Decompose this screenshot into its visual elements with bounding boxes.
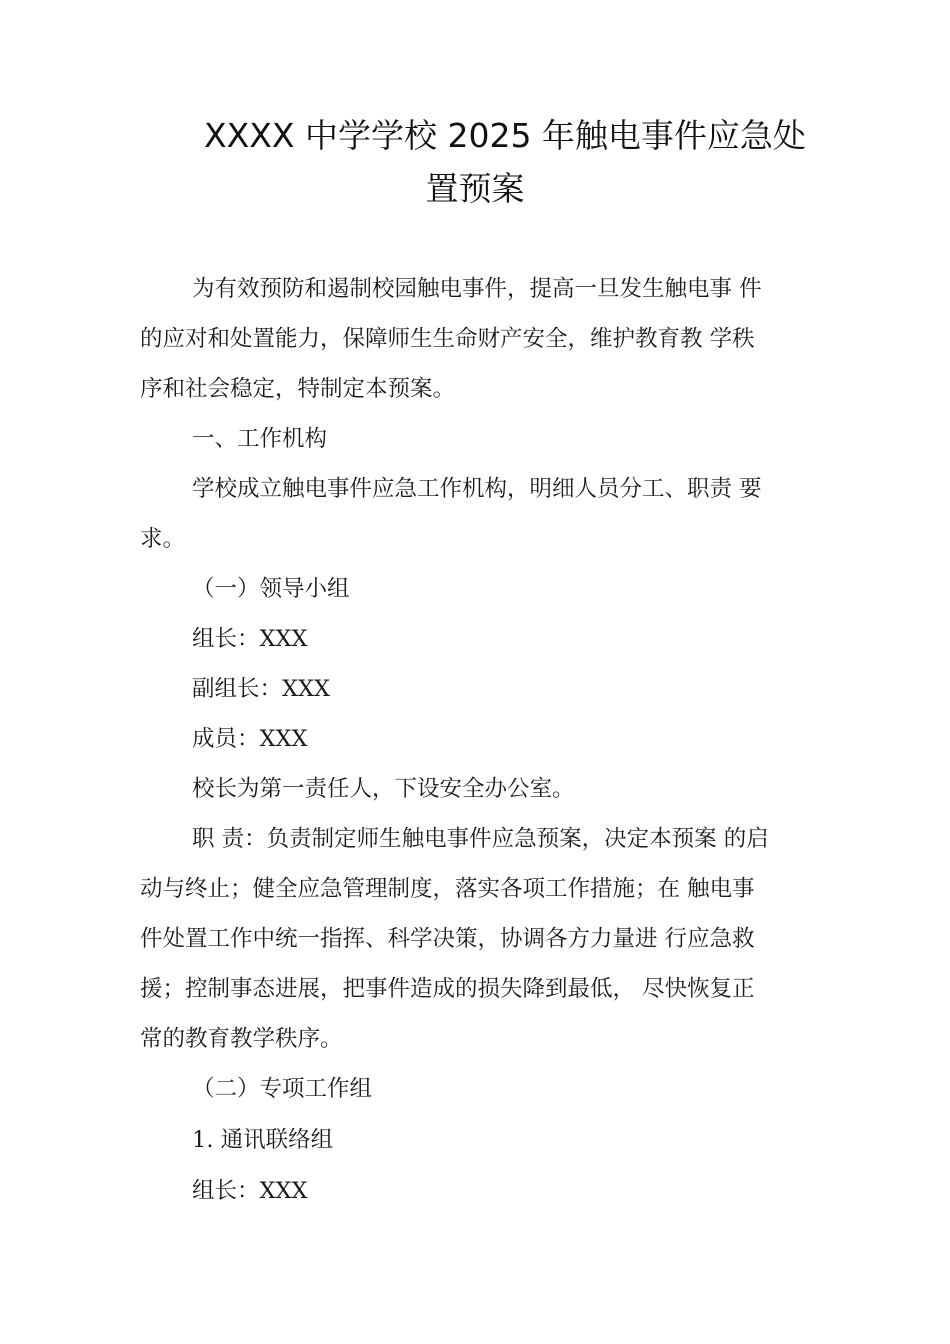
duties-line-3: 件处置工作中统一指挥、科学决策，协调各方力量进 行应急救 [140, 926, 755, 952]
vice-leader-line: 副组长：XXX [192, 676, 331, 702]
document-title-line-2: 置预案 [425, 169, 525, 208]
duties-line-5: 常的教育教学秩序。 [140, 1026, 343, 1052]
group2-heading: （二）专项工作组 [192, 1076, 373, 1102]
intro-line-3: 序和社会稳定，特制定本预案。 [140, 376, 456, 402]
group1-heading: （一）领导小组 [192, 576, 350, 602]
section1-heading: 一、工作机构 [192, 426, 328, 452]
intro-line-2: 的应对和处置能力，保障师生生命财产安全，维护教育教 学秩 [140, 326, 755, 352]
comm-group-heading: 1. 通讯联络组 [192, 1127, 334, 1153]
section1-text-line-1: 学校成立触电事件应急工作机构，明细人员分工、职责 要 [192, 476, 762, 502]
principal-note: 校长为第一责任人，下设安全办公室。 [192, 776, 575, 802]
members-line: 成员：XXX [192, 726, 308, 752]
document-title-line-1: XXXX 中学学校 2025 年触电事件应急处 [204, 116, 806, 155]
comm-leader-line: 组长：XXX [192, 1178, 308, 1204]
intro-line-1: 为有效预防和遏制校园触电事件，提高一旦发生触电事 件 [192, 276, 762, 302]
duties-line-1: 职 责：负责制定师生触电事件应急预案，决定本预案 的启 [192, 826, 769, 852]
leader-line: 组长：XXX [192, 626, 308, 652]
duties-line-4: 援；控制事态进展，把事件造成的损失降到最低， 尽快恢复正 [140, 976, 755, 1002]
section1-text-line-2: 求。 [140, 526, 186, 552]
duties-line-2: 动与终止；健全应急管理制度，落实各项工作措施；在 触电事 [140, 876, 755, 902]
